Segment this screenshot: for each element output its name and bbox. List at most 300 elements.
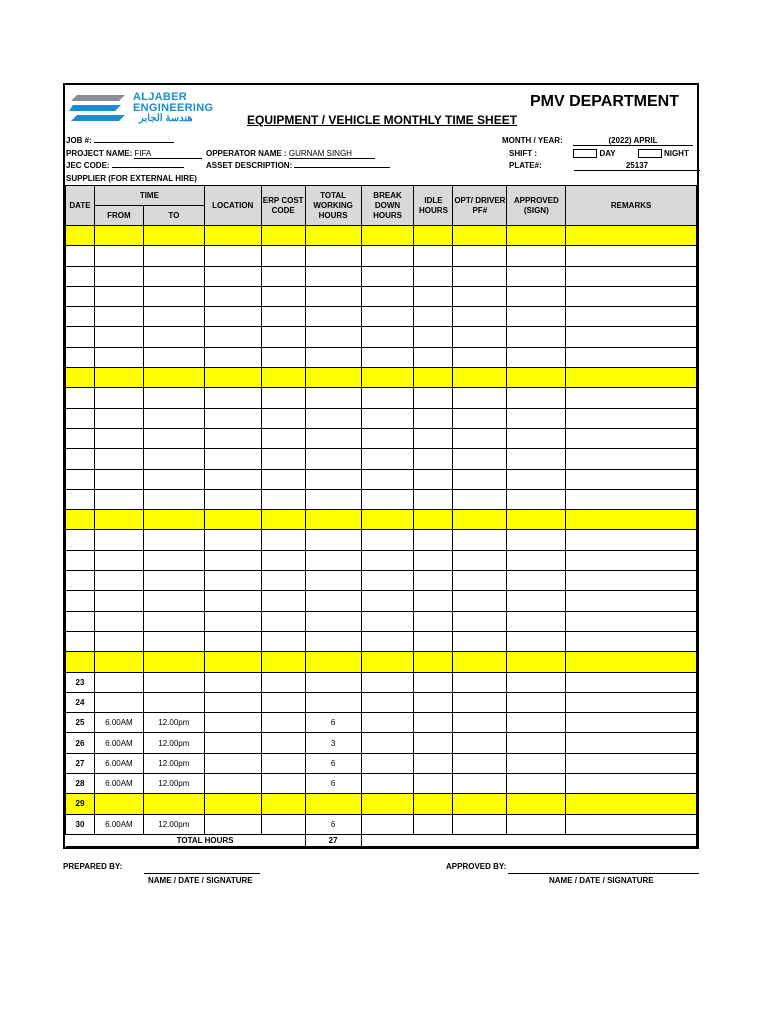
hours-cell[interactable]: [305, 510, 361, 530]
approved-cell[interactable]: [507, 672, 566, 692]
prepared-signature-line[interactable]: [144, 872, 260, 874]
to-cell[interactable]: 12.00pm: [143, 753, 204, 773]
to-cell[interactable]: [143, 672, 204, 692]
date-cell[interactable]: [66, 449, 95, 469]
erp-cell[interactable]: [261, 408, 305, 428]
to-cell[interactable]: [143, 652, 204, 672]
from-cell[interactable]: [94, 489, 143, 509]
erp-cell[interactable]: [261, 510, 305, 530]
idle-cell[interactable]: [414, 368, 453, 388]
from-cell[interactable]: [94, 591, 143, 611]
to-cell[interactable]: [143, 550, 204, 570]
to-cell[interactable]: [143, 510, 204, 530]
location-cell[interactable]: [204, 611, 261, 631]
date-cell[interactable]: 27: [66, 753, 95, 773]
date-cell[interactable]: [66, 611, 95, 631]
to-cell[interactable]: [143, 388, 204, 408]
location-cell[interactable]: [204, 307, 261, 327]
date-cell[interactable]: [66, 246, 95, 266]
breakdown-cell[interactable]: [361, 347, 414, 367]
job-value[interactable]: [94, 142, 174, 143]
date-cell[interactable]: [66, 347, 95, 367]
from-cell[interactable]: 6.00AM: [94, 713, 143, 733]
location-cell[interactable]: [204, 510, 261, 530]
remarks-cell[interactable]: [566, 672, 697, 692]
from-cell[interactable]: [94, 347, 143, 367]
approved-cell[interactable]: [507, 307, 566, 327]
hours-cell[interactable]: [305, 266, 361, 286]
to-cell[interactable]: [143, 408, 204, 428]
remarks-cell[interactable]: [566, 226, 697, 246]
remarks-cell[interactable]: [566, 428, 697, 448]
date-cell[interactable]: [66, 469, 95, 489]
breakdown-cell[interactable]: [361, 428, 414, 448]
idle-cell[interactable]: [414, 266, 453, 286]
breakdown-cell[interactable]: [361, 652, 414, 672]
erp-cell[interactable]: [261, 449, 305, 469]
opt-cell[interactable]: [453, 794, 507, 814]
hours-cell[interactable]: [305, 672, 361, 692]
opt-cell[interactable]: [453, 266, 507, 286]
idle-cell[interactable]: [414, 733, 453, 753]
to-cell[interactable]: [143, 530, 204, 550]
from-cell[interactable]: [94, 286, 143, 306]
location-cell[interactable]: [204, 286, 261, 306]
hours-cell[interactable]: [305, 347, 361, 367]
location-cell[interactable]: [204, 550, 261, 570]
approved-cell[interactable]: [507, 226, 566, 246]
from-cell[interactable]: [94, 510, 143, 530]
idle-cell[interactable]: [414, 571, 453, 591]
date-cell[interactable]: 28: [66, 774, 95, 794]
erp-cell[interactable]: [261, 266, 305, 286]
hours-cell[interactable]: [305, 388, 361, 408]
remarks-cell[interactable]: [566, 814, 697, 834]
to-cell[interactable]: 12.00pm: [143, 733, 204, 753]
location-cell[interactable]: [204, 266, 261, 286]
remarks-cell[interactable]: [566, 591, 697, 611]
hours-cell[interactable]: [305, 307, 361, 327]
approved-cell[interactable]: [507, 713, 566, 733]
opt-cell[interactable]: [453, 246, 507, 266]
breakdown-cell[interactable]: [361, 449, 414, 469]
erp-cell[interactable]: [261, 469, 305, 489]
remarks-cell[interactable]: [566, 246, 697, 266]
date-cell[interactable]: 24: [66, 692, 95, 712]
hours-cell[interactable]: [305, 368, 361, 388]
from-cell[interactable]: [94, 246, 143, 266]
opt-cell[interactable]: [453, 591, 507, 611]
erp-cell[interactable]: [261, 246, 305, 266]
approved-cell[interactable]: [507, 753, 566, 773]
hours-cell[interactable]: [305, 489, 361, 509]
from-cell[interactable]: [94, 327, 143, 347]
breakdown-cell[interactable]: [361, 692, 414, 712]
opt-cell[interactable]: [453, 530, 507, 550]
remarks-cell[interactable]: [566, 347, 697, 367]
from-cell[interactable]: [94, 368, 143, 388]
erp-cell[interactable]: [261, 814, 305, 834]
location-cell[interactable]: [204, 692, 261, 712]
erp-cell[interactable]: [261, 652, 305, 672]
breakdown-cell[interactable]: [361, 713, 414, 733]
to-cell[interactable]: 12.00pm: [143, 774, 204, 794]
remarks-cell[interactable]: [566, 794, 697, 814]
breakdown-cell[interactable]: [361, 550, 414, 570]
date-cell[interactable]: 26: [66, 733, 95, 753]
idle-cell[interactable]: [414, 692, 453, 712]
location-cell[interactable]: [204, 347, 261, 367]
from-cell[interactable]: [94, 388, 143, 408]
hours-cell[interactable]: [305, 550, 361, 570]
to-cell[interactable]: [143, 692, 204, 712]
to-cell[interactable]: [143, 286, 204, 306]
remarks-cell[interactable]: [566, 550, 697, 570]
date-cell[interactable]: [66, 631, 95, 651]
hours-cell[interactable]: [305, 591, 361, 611]
approved-cell[interactable]: [507, 733, 566, 753]
opt-cell[interactable]: [453, 469, 507, 489]
breakdown-cell[interactable]: [361, 307, 414, 327]
breakdown-cell[interactable]: [361, 631, 414, 651]
location-cell[interactable]: [204, 591, 261, 611]
approved-signature-line[interactable]: [508, 872, 699, 874]
location-cell[interactable]: [204, 571, 261, 591]
erp-cell[interactable]: [261, 368, 305, 388]
remarks-cell[interactable]: [566, 571, 697, 591]
opt-cell[interactable]: [453, 611, 507, 631]
to-cell[interactable]: [143, 449, 204, 469]
to-cell[interactable]: [143, 266, 204, 286]
remarks-cell[interactable]: [566, 530, 697, 550]
remarks-cell[interactable]: [566, 408, 697, 428]
location-cell[interactable]: [204, 631, 261, 651]
approved-cell[interactable]: [507, 408, 566, 428]
from-cell[interactable]: [94, 226, 143, 246]
idle-cell[interactable]: [414, 327, 453, 347]
approved-cell[interactable]: [507, 530, 566, 550]
erp-cell[interactable]: [261, 733, 305, 753]
opt-cell[interactable]: [453, 368, 507, 388]
date-cell[interactable]: [66, 266, 95, 286]
erp-cell[interactable]: [261, 611, 305, 631]
remarks-cell[interactable]: [566, 753, 697, 773]
opt-cell[interactable]: [453, 286, 507, 306]
date-cell[interactable]: 25: [66, 713, 95, 733]
breakdown-cell[interactable]: [361, 266, 414, 286]
remarks-cell[interactable]: [566, 327, 697, 347]
date-cell[interactable]: [66, 286, 95, 306]
remarks-cell[interactable]: [566, 733, 697, 753]
from-cell[interactable]: [94, 794, 143, 814]
erp-cell[interactable]: [261, 672, 305, 692]
remarks-cell[interactable]: [566, 489, 697, 509]
breakdown-cell[interactable]: [361, 388, 414, 408]
date-cell[interactable]: [66, 510, 95, 530]
opt-cell[interactable]: [453, 631, 507, 651]
hours-cell[interactable]: [305, 327, 361, 347]
idle-cell[interactable]: [414, 794, 453, 814]
hours-cell[interactable]: [305, 286, 361, 306]
to-cell[interactable]: [143, 631, 204, 651]
approved-cell[interactable]: [507, 814, 566, 834]
hours-cell[interactable]: [305, 611, 361, 631]
hours-cell[interactable]: [305, 530, 361, 550]
location-cell[interactable]: [204, 246, 261, 266]
approved-cell[interactable]: [507, 469, 566, 489]
opt-cell[interactable]: [453, 652, 507, 672]
hours-cell[interactable]: [305, 631, 361, 651]
idle-cell[interactable]: [414, 550, 453, 570]
opt-cell[interactable]: [453, 327, 507, 347]
hours-cell[interactable]: [305, 571, 361, 591]
date-cell[interactable]: 30: [66, 814, 95, 834]
approved-cell[interactable]: [507, 286, 566, 306]
remarks-cell[interactable]: [566, 611, 697, 631]
approved-cell[interactable]: [507, 449, 566, 469]
breakdown-cell[interactable]: [361, 530, 414, 550]
date-cell[interactable]: [66, 307, 95, 327]
date-cell[interactable]: [66, 571, 95, 591]
location-cell[interactable]: [204, 489, 261, 509]
from-cell[interactable]: [94, 631, 143, 651]
opt-cell[interactable]: [453, 449, 507, 469]
from-cell[interactable]: [94, 611, 143, 631]
breakdown-cell[interactable]: [361, 408, 414, 428]
location-cell[interactable]: [204, 733, 261, 753]
location-cell[interactable]: [204, 226, 261, 246]
approved-cell[interactable]: [507, 510, 566, 530]
idle-cell[interactable]: [414, 408, 453, 428]
idle-cell[interactable]: [414, 591, 453, 611]
remarks-cell[interactable]: [566, 307, 697, 327]
from-cell[interactable]: [94, 571, 143, 591]
idle-cell[interactable]: [414, 428, 453, 448]
shift-day-checkbox[interactable]: [573, 149, 597, 158]
erp-cell[interactable]: [261, 226, 305, 246]
approved-cell[interactable]: [507, 550, 566, 570]
idle-cell[interactable]: [414, 753, 453, 773]
location-cell[interactable]: [204, 814, 261, 834]
approved-cell[interactable]: [507, 428, 566, 448]
hours-cell[interactable]: [305, 794, 361, 814]
date-cell[interactable]: [66, 428, 95, 448]
from-cell[interactable]: [94, 307, 143, 327]
erp-cell[interactable]: [261, 591, 305, 611]
erp-cell[interactable]: [261, 794, 305, 814]
location-cell[interactable]: [204, 652, 261, 672]
erp-cell[interactable]: [261, 713, 305, 733]
breakdown-cell[interactable]: [361, 368, 414, 388]
date-cell[interactable]: [66, 408, 95, 428]
approved-cell[interactable]: [507, 489, 566, 509]
opt-cell[interactable]: [453, 814, 507, 834]
erp-cell[interactable]: [261, 327, 305, 347]
date-cell[interactable]: [66, 652, 95, 672]
location-cell[interactable]: [204, 368, 261, 388]
from-cell[interactable]: [94, 428, 143, 448]
hours-cell[interactable]: 6: [305, 753, 361, 773]
opt-cell[interactable]: [453, 692, 507, 712]
opt-cell[interactable]: [453, 388, 507, 408]
idle-cell[interactable]: [414, 713, 453, 733]
idle-cell[interactable]: [414, 388, 453, 408]
location-cell[interactable]: [204, 794, 261, 814]
location-cell[interactable]: [204, 753, 261, 773]
erp-cell[interactable]: [261, 428, 305, 448]
location-cell[interactable]: [204, 774, 261, 794]
date-cell[interactable]: 29: [66, 794, 95, 814]
from-cell[interactable]: [94, 672, 143, 692]
to-cell[interactable]: [143, 428, 204, 448]
breakdown-cell[interactable]: [361, 571, 414, 591]
to-cell[interactable]: [143, 347, 204, 367]
to-cell[interactable]: [143, 226, 204, 246]
idle-cell[interactable]: [414, 307, 453, 327]
from-cell[interactable]: [94, 469, 143, 489]
breakdown-cell[interactable]: [361, 814, 414, 834]
to-cell[interactable]: [143, 489, 204, 509]
opt-cell[interactable]: [453, 774, 507, 794]
remarks-cell[interactable]: [566, 692, 697, 712]
hours-cell[interactable]: 6: [305, 814, 361, 834]
location-cell[interactable]: [204, 327, 261, 347]
to-cell[interactable]: [143, 611, 204, 631]
opt-cell[interactable]: [453, 672, 507, 692]
from-cell[interactable]: 6.00AM: [94, 733, 143, 753]
idle-cell[interactable]: [414, 226, 453, 246]
from-cell[interactable]: [94, 408, 143, 428]
approved-cell[interactable]: [507, 611, 566, 631]
opt-cell[interactable]: [453, 571, 507, 591]
opt-cell[interactable]: [453, 226, 507, 246]
to-cell[interactable]: [143, 469, 204, 489]
location-cell[interactable]: [204, 672, 261, 692]
remarks-cell[interactable]: [566, 652, 697, 672]
opt-cell[interactable]: [453, 347, 507, 367]
opt-cell[interactable]: [453, 713, 507, 733]
jec-value[interactable]: [112, 167, 184, 168]
breakdown-cell[interactable]: [361, 774, 414, 794]
approved-cell[interactable]: [507, 347, 566, 367]
breakdown-cell[interactable]: [361, 510, 414, 530]
approved-cell[interactable]: [507, 327, 566, 347]
location-cell[interactable]: [204, 428, 261, 448]
idle-cell[interactable]: [414, 489, 453, 509]
erp-cell[interactable]: [261, 753, 305, 773]
idle-cell[interactable]: [414, 347, 453, 367]
breakdown-cell[interactable]: [361, 794, 414, 814]
erp-cell[interactable]: [261, 530, 305, 550]
operator-value[interactable]: GURNAM SINGH: [289, 149, 375, 159]
breakdown-cell[interactable]: [361, 469, 414, 489]
from-cell[interactable]: [94, 266, 143, 286]
hours-cell[interactable]: [305, 449, 361, 469]
erp-cell[interactable]: [261, 388, 305, 408]
date-cell[interactable]: [66, 388, 95, 408]
idle-cell[interactable]: [414, 814, 453, 834]
to-cell[interactable]: 12.00pm: [143, 713, 204, 733]
opt-cell[interactable]: [453, 733, 507, 753]
opt-cell[interactable]: [453, 307, 507, 327]
erp-cell[interactable]: [261, 307, 305, 327]
month-value[interactable]: (2022) APRIL: [573, 136, 693, 146]
remarks-cell[interactable]: [566, 368, 697, 388]
opt-cell[interactable]: [453, 489, 507, 509]
opt-cell[interactable]: [453, 510, 507, 530]
from-cell[interactable]: [94, 692, 143, 712]
approved-cell[interactable]: [507, 774, 566, 794]
approved-cell[interactable]: [507, 631, 566, 651]
erp-cell[interactable]: [261, 774, 305, 794]
from-cell[interactable]: [94, 550, 143, 570]
remarks-cell[interactable]: [566, 631, 697, 651]
breakdown-cell[interactable]: [361, 226, 414, 246]
erp-cell[interactable]: [261, 571, 305, 591]
approved-cell[interactable]: [507, 388, 566, 408]
idle-cell[interactable]: [414, 672, 453, 692]
remarks-cell[interactable]: [566, 469, 697, 489]
hours-cell[interactable]: [305, 469, 361, 489]
to-cell[interactable]: [143, 591, 204, 611]
to-cell[interactable]: [143, 794, 204, 814]
to-cell[interactable]: [143, 571, 204, 591]
hours-cell[interactable]: [305, 692, 361, 712]
location-cell[interactable]: [204, 469, 261, 489]
erp-cell[interactable]: [261, 489, 305, 509]
hours-cell[interactable]: [305, 246, 361, 266]
approved-cell[interactable]: [507, 246, 566, 266]
date-cell[interactable]: 23: [66, 672, 95, 692]
from-cell[interactable]: [94, 449, 143, 469]
remarks-cell[interactable]: [566, 388, 697, 408]
idle-cell[interactable]: [414, 286, 453, 306]
remarks-cell[interactable]: [566, 774, 697, 794]
remarks-cell[interactable]: [566, 286, 697, 306]
date-cell[interactable]: [66, 550, 95, 570]
idle-cell[interactable]: [414, 510, 453, 530]
hours-cell[interactable]: 6: [305, 774, 361, 794]
opt-cell[interactable]: [453, 753, 507, 773]
idle-cell[interactable]: [414, 469, 453, 489]
approved-cell[interactable]: [507, 692, 566, 712]
idle-cell[interactable]: [414, 449, 453, 469]
plate-value[interactable]: 25137: [574, 161, 700, 171]
breakdown-cell[interactable]: [361, 611, 414, 631]
breakdown-cell[interactable]: [361, 753, 414, 773]
hours-cell[interactable]: [305, 428, 361, 448]
to-cell[interactable]: [143, 246, 204, 266]
idle-cell[interactable]: [414, 774, 453, 794]
approved-cell[interactable]: [507, 652, 566, 672]
hours-cell[interactable]: 3: [305, 733, 361, 753]
idle-cell[interactable]: [414, 246, 453, 266]
location-cell[interactable]: [204, 388, 261, 408]
project-value[interactable]: FIFA: [134, 149, 202, 159]
remarks-cell[interactable]: [566, 510, 697, 530]
to-cell[interactable]: 12.00pm: [143, 814, 204, 834]
to-cell[interactable]: [143, 368, 204, 388]
erp-cell[interactable]: [261, 550, 305, 570]
erp-cell[interactable]: [261, 347, 305, 367]
erp-cell[interactable]: [261, 631, 305, 651]
location-cell[interactable]: [204, 408, 261, 428]
from-cell[interactable]: 6.00AM: [94, 774, 143, 794]
breakdown-cell[interactable]: [361, 286, 414, 306]
location-cell[interactable]: [204, 449, 261, 469]
to-cell[interactable]: [143, 307, 204, 327]
idle-cell[interactable]: [414, 611, 453, 631]
